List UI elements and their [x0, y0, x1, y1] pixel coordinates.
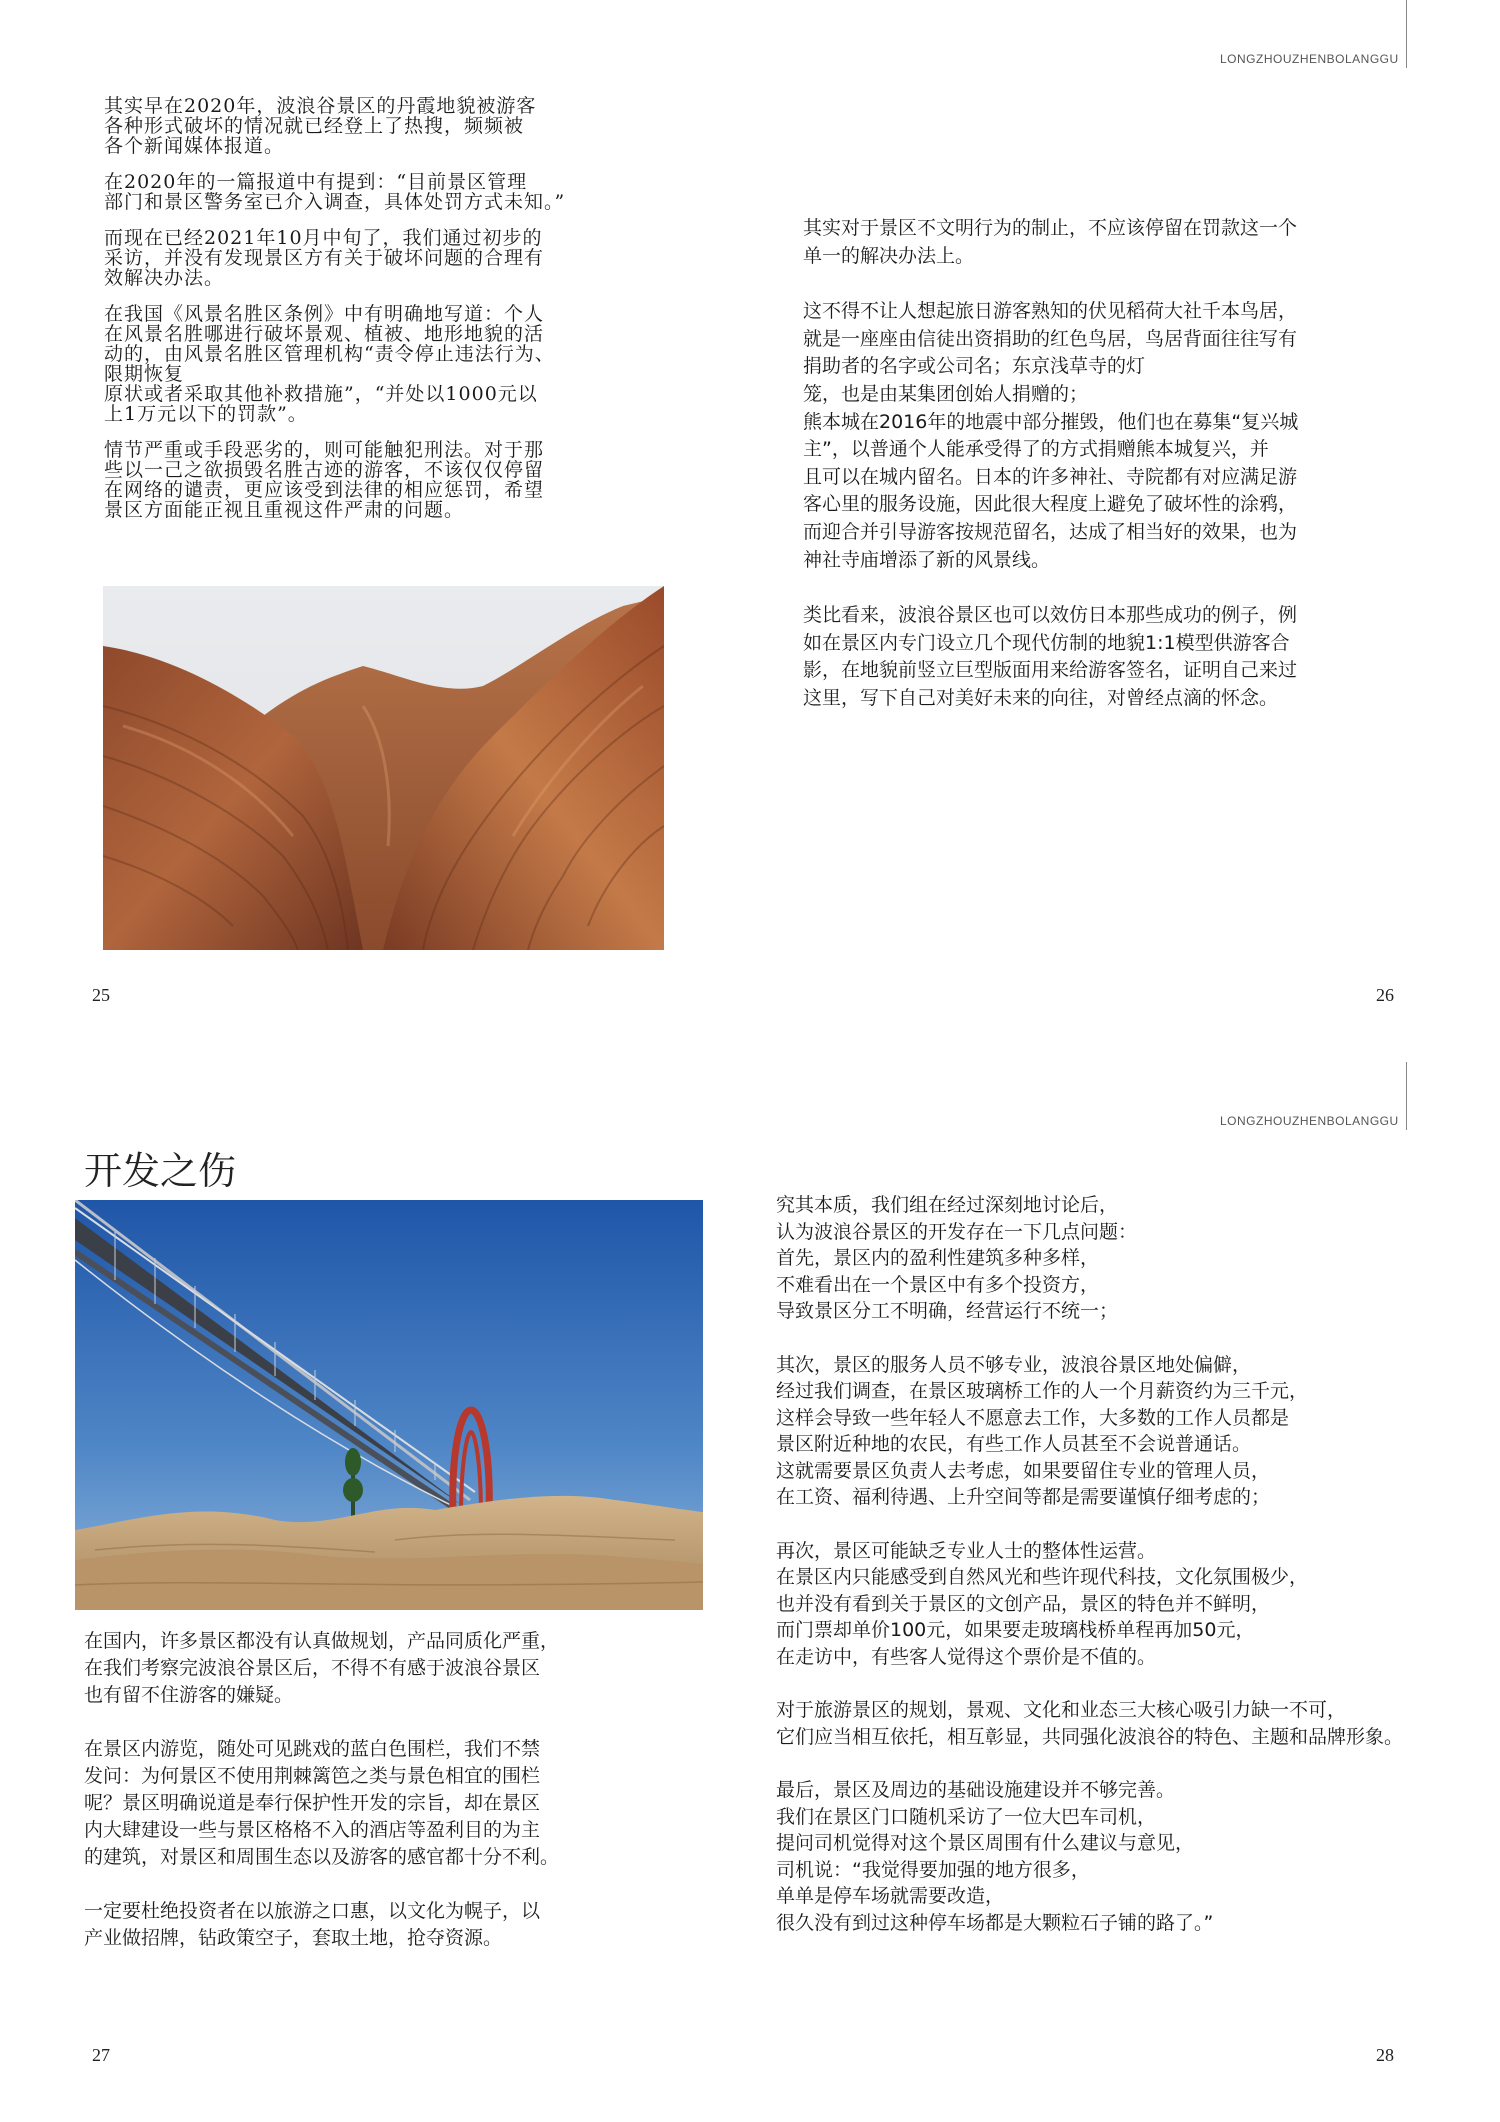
text-line: 在我国《风景名胜区条例》中有明确地写道：个人 — [104, 303, 545, 325]
page26-paragraph — [803, 215, 1403, 270]
page27-paragraph — [84, 1628, 704, 1710]
text-line: 在国内，许多景区都没有认真做规划，产品同质化严重， — [84, 1630, 560, 1652]
text-line: 神社寺庙增添了新的风景线。 — [803, 548, 1051, 571]
text-line: 司机说：“我觉得要加强的地方很多， — [776, 1858, 1090, 1881]
text-line: 景区方面能正视且重视这件严肃的问题。 — [104, 499, 465, 521]
text-line: 类比看来，波浪谷景区也可以效仿日本那些成功的例子，例 — [803, 604, 1298, 627]
text-line: 采访，并没有发现景区方有关于破坏问题的合理有 — [104, 247, 545, 269]
text-line: 经过我们调查，在景区玻璃桥工作的人一个月薪资约为三千元， — [776, 1380, 1309, 1402]
text-line: 在风景名胜哪进行破坏景观、植被、地形地貌的活 — [104, 323, 545, 345]
text-line: 原状或者采取其他补救措施”，“并处以1000元以 — [104, 383, 538, 405]
header-rule-top — [1406, 0, 1407, 68]
text-line: 的建筑，对景区和周围生态以及游客的感官都十分不利。 — [84, 1846, 560, 1869]
section-title: 开发之伤 — [84, 1149, 237, 1193]
page26-paragraph — [803, 602, 1403, 712]
bridge-illustration — [75, 1200, 703, 1610]
text-line: 就是一座座由信徒出资捐助的红色鸟居，鸟居背面往往写有 — [803, 327, 1298, 350]
text-line: 呢？景区明确说道是奉行保护性开发的宗旨，却在景区 — [84, 1792, 541, 1815]
text-line: 如在景区内专门设立几个现代仿制的地貌1:1模型供游客合 — [803, 631, 1290, 654]
bridge-photo — [75, 1200, 703, 1610]
text-line: 最后，景区及周边的基础设施建设并不够完善。 — [776, 1779, 1176, 1801]
text-line: 单单是停车场就需要改造， — [776, 1885, 1005, 1907]
text-line: 部门和景区警务室已介入调查，具体处罚方式未知。” — [104, 191, 566, 213]
text-line: 在2020年的一篇报道中有提到：“目前景区管理 — [104, 171, 528, 193]
text-line: 影，在地貌前竖立巨型版面用来给游客签名，证明自己来过 — [803, 659, 1298, 682]
page-number-28: 28 — [1376, 2045, 1394, 2065]
text-line: 情节严重或手段恶劣的，则可能触犯刑法。对于那 — [104, 439, 545, 461]
canyon-photo — [103, 586, 664, 950]
text-line: 在景区内只能感受到自然风光和些许现代科技，文化氛围极少， — [776, 1566, 1309, 1588]
page25-paragraph — [104, 228, 684, 288]
text-line: 上1万元以下的罚款”。 — [104, 403, 308, 425]
text-line: 再次，景区可能缺乏专业人士的整体性运营。 — [776, 1539, 1157, 1562]
text-line: 限期恢复 — [104, 363, 185, 385]
text-line: 客心里的服务设施，因此很大程度上避免了破坏性的涂鸦， — [803, 493, 1298, 516]
text-line: 它们应当相互依托，相互彰显，共同强化波浪谷的特色、主题和品牌形象。 — [776, 1725, 1404, 1748]
text-line: 很久没有到过这种停车场都是大颗粒石子铺的路了。” — [776, 1911, 1214, 1934]
page25-paragraph — [104, 96, 684, 156]
text-line: 内大肆建设一些与景区格格不入的酒店等盈利目的为主 — [84, 1819, 541, 1842]
page27-paragraph — [84, 1736, 704, 1872]
page28-paragraph — [776, 1192, 1498, 1325]
text-line: 在走访中，有些客人觉得这个票价是不值的。 — [776, 1645, 1157, 1668]
canyon-illustration — [103, 586, 664, 950]
text-line: 产业做招牌，钻政策空子，套取土地，抢夺资源。 — [84, 1926, 503, 1949]
text-line: 各个新闻媒体报道。 — [104, 135, 285, 157]
text-line: 其实对于景区不文明行为的制止，不应该停留在罚款这一个 — [803, 217, 1298, 239]
text-line: 发问：为何景区不使用荆棘篱笆之类与景色相宜的围栏 — [84, 1764, 541, 1787]
text-line: 在工资、福利待遇、上升空间等都是需要谨慎仔细考虑的； — [776, 1486, 1271, 1508]
text-line: 认为波浪谷景区的开发存在一下几点问题： — [776, 1220, 1138, 1243]
text-line: 笼，也是由某集团创始人捐赠的； — [803, 382, 1089, 405]
page-number-26: 26 — [1376, 985, 1394, 1005]
header-rule-bottom — [1406, 1062, 1407, 1130]
text-line: 这不得不让人想起旅日游客熟知的伏见稻荷大社千本鸟居， — [803, 300, 1298, 323]
page27-text — [84, 1628, 704, 1978]
text-line: 我们在景区门口随机采访了一位大巴车司机， — [776, 1805, 1157, 1828]
page28-paragraph — [776, 1352, 1498, 1511]
text-line: 在网络的谴责，更应该受到法律的相应惩罚，希望 — [104, 479, 545, 501]
text-line: 也并没有看到关于景区的文创产品，景区的特色并不鲜明， — [776, 1592, 1271, 1615]
text-line: 究其本质，我们组在经过深刻地讨论后， — [776, 1194, 1119, 1216]
text-line: 熊本城在2016年的地震中部分摧毁，他们也在募集“复兴城 — [803, 410, 1299, 433]
text-line: 捐助者的名字或公司名；东京浅草寺的灯 — [803, 355, 1146, 378]
text-line: 主”，以普通个人能承受得了的方式捐赠熊本城复兴，并 — [803, 438, 1269, 461]
text-line: 提问司机觉得对这个景区周围有什么建议与意见， — [776, 1832, 1195, 1854]
page25-paragraph — [104, 304, 684, 424]
text-line: 其实早在2020年，波浪谷景区的丹霞地貌被游客 — [104, 95, 537, 117]
page28-text — [776, 1192, 1498, 1963]
page-number-25: 25 — [92, 985, 110, 1005]
text-line: 景区附近种地的农民，有些工作人员甚至不会说普通话。 — [776, 1433, 1252, 1455]
page25-text — [104, 96, 684, 536]
page25-paragraph — [104, 440, 684, 520]
text-line: 而门票却单价100元，如果要走玻璃栈桥单程再加50元， — [776, 1619, 1255, 1641]
text-line: 单一的解决办法上。 — [803, 244, 975, 267]
page25-paragraph — [104, 172, 684, 212]
text-line: 导致景区分工不明确，经营运行不统一； — [776, 1300, 1119, 1322]
text-line: 首先，景区内的盈利性建筑多种多样， — [776, 1247, 1100, 1269]
header-tag-bottom: LONGZHOUZHENBOLANGGU — [1220, 1114, 1399, 1128]
text-line: 这就需要景区负责人去考虑，如果要留住专业的管理人员， — [776, 1459, 1271, 1482]
header-tag-top: LONGZHOUZHENBOLANGGU — [1220, 52, 1399, 66]
text-line: 效解决办法。 — [104, 267, 225, 289]
text-line: 对于旅游景区的规划，景观、文化和业态三大核心吸引力缺一不可， — [776, 1699, 1347, 1721]
page-number-27: 27 — [92, 2045, 110, 2065]
text-line: 而迎合并引导游客按规范留名，达成了相当好的效果，也为 — [803, 520, 1298, 543]
text-line: 不难看出在一个景区中有多个投资方， — [776, 1273, 1100, 1296]
page26-text — [803, 215, 1403, 735]
page26-paragraph — [803, 298, 1403, 574]
text-line: 各种形式破坏的情况就已经登上了热搜，频频被 — [104, 115, 525, 137]
text-line: 其次，景区的服务人员不够专业，波浪谷景区地处偏僻， — [776, 1353, 1252, 1376]
text-line: 也有留不住游客的嫌疑。 — [84, 1684, 294, 1707]
text-line: 这样会导致一些年轻人不愿意去工作，大多数的工作人员都是 — [776, 1406, 1290, 1429]
page28-paragraph — [776, 1777, 1498, 1936]
text-line: 动的，由风景名胜区管理机构“责令停止违法行为、 — [104, 343, 555, 365]
text-line: 一定要杜绝投资者在以旅游之口惠，以文化为幌子，以 — [84, 1899, 541, 1922]
text-line: 些以一己之欲损毁名胜古迹的游客，不该仅仅停留 — [104, 459, 545, 481]
page27-paragraph — [84, 1898, 704, 1952]
page28-paragraph — [776, 1697, 1498, 1750]
text-line: 且可以在城内留名。日本的许多神社、寺院都有对应满足游 — [803, 465, 1298, 488]
text-line: 在景区内游览，随处可见跳戏的蓝白色围栏，我们不禁 — [84, 1737, 541, 1760]
page28-paragraph — [776, 1538, 1498, 1671]
text-line: 而现在已经2021年10月中旬了，我们通过初步的 — [104, 227, 543, 249]
text-line: 这里，写下自己对美好未来的向往，对曾经点滴的怀念。 — [803, 686, 1279, 709]
text-line: 在我们考察完波浪谷景区后，不得不有感于波浪谷景区 — [84, 1657, 541, 1680]
